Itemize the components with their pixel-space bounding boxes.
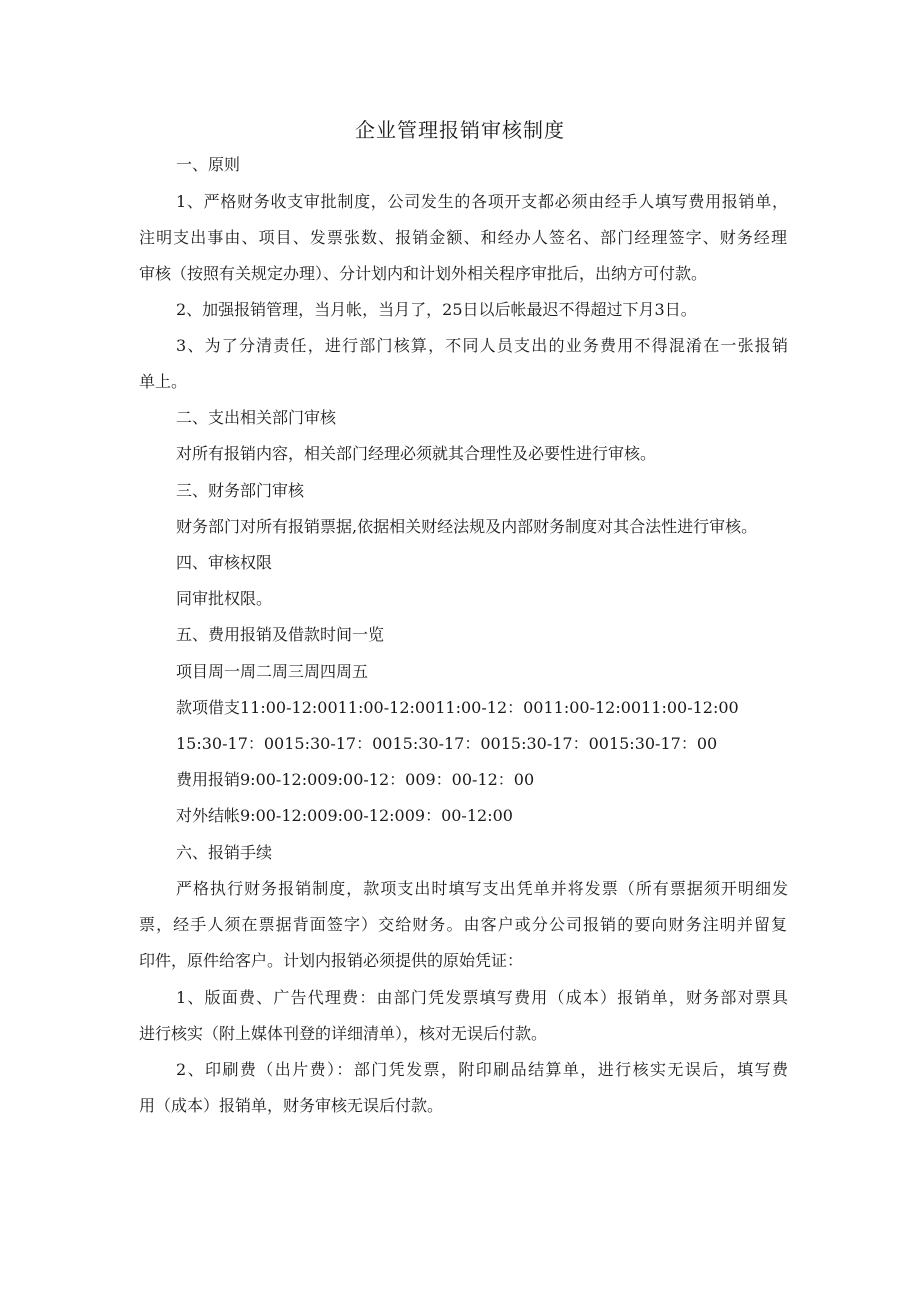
paragraph-line: 注明支出事由、项目、发票张数、报销金额、和经办人签名、部门经理签字、财务经理 [139,228,787,247]
paragraph-line: 票，经手人须在票据背面签字）交给财务。由客户或分公司报销的要向财务注明并留复 [139,915,787,934]
paragraph-line: 严格执行财务报销制度，款项支出时填写支出凭单并将发票（所有票据须开明细发 [176,879,788,898]
paragraph-line: 单上。 [139,372,188,391]
paragraph-line: 印件，原件给客户。计划内报销必须提供的原始凭证： [139,951,524,970]
paragraph-line: 用（成本）报销单，财务审核无误后付款。 [139,1096,444,1115]
section-heading-department-review: 二、支出相关部门审核 [176,408,337,427]
schedule-line: 项目周一周二周三周四周五 [176,662,369,681]
schedule-line: 费用报销9:00-12:009:00-12：009：00-12：00 [176,770,535,789]
schedule-line: 对外结帐9:00-12:009:00-12:009：00-12:00 [176,806,513,825]
paragraph-line: 对所有报销内容，相关部门经理必须就其合理性及必要性进行审核。 [176,444,657,463]
paragraph-line: 进行核实（附上媒体刊登的详细清单），核对无误后付款。 [139,1024,548,1043]
paragraph-line: 3、为了分清责任，进行部门核算，不同人员支出的业务费用不得混淆在一张报销 [176,336,788,355]
paragraph-line: 2、加强报销管理，当月帐，当月了，25日以后帐最迟不得超过下月3日。 [176,300,697,319]
paragraph-line: 1、版面费、广告代理费：由部门凭发票填写费用（成本）报销单，财务部对票具 [176,988,788,1007]
schedule-line: 款项借支11:00-12:0011:00-12:0011:00-12：0011:00-12:0011:00-12:00 [176,698,739,717]
paragraph-line: 同审批权限。 [176,589,273,608]
paragraph-line: 审核（按照有关规定办理）、分计划内和计划外相关程序审批后，出纳方可付款。 [139,264,708,283]
section-heading-review-authority: 四、审核权限 [176,553,273,572]
paragraph-line: 2、印刷费（出片费）：部门凭发票，附印刷品结算单，进行核实无误后，填写费 [176,1060,788,1079]
section-heading-schedule: 五、费用报销及借款时间一览 [176,625,385,644]
schedule-line: 15:30-17：0015:30-17：0015:30-17：0015:30-17：0015:30-17：00 [176,734,718,753]
paragraph-line: 财务部门对所有报销票据,依据相关财经法规及内部财务制度对其合法性进行审核。 [176,517,758,536]
section-heading-procedures: 六、报销手续 [176,843,273,862]
paragraph-line: 1、严格财务收支审批制度，公司发生的各项开支都必须由经手人填写费用报销单， [176,192,788,211]
section-heading-finance-review: 三、财务部门审核 [176,481,305,500]
document-title: 企业管理报销审核制度 [355,118,565,142]
section-heading-principles: 一、原则 [176,155,241,174]
